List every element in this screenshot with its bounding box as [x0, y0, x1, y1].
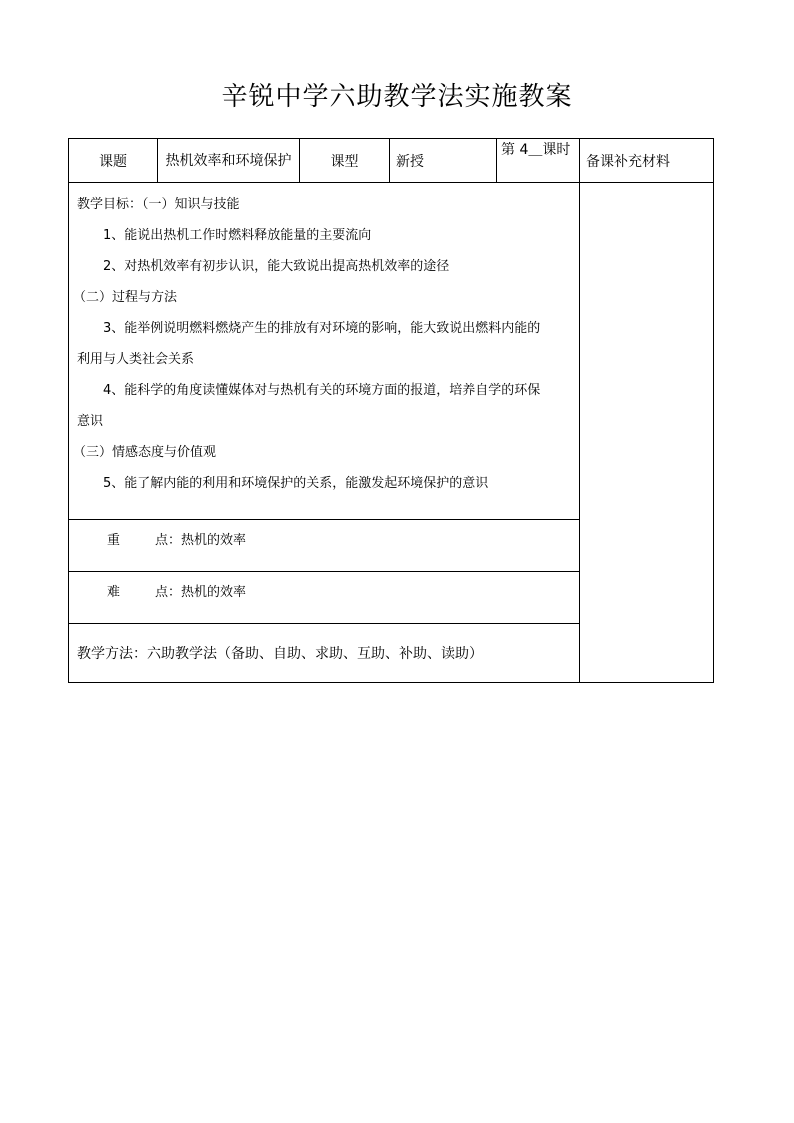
class-period-label: 第 4＿课时	[501, 142, 571, 158]
lesson-plan-table	[68, 138, 714, 683]
difficult-point-value: 热机的效率	[181, 585, 247, 600]
difficult-point-label-a: 难	[107, 585, 121, 600]
objective-item-3-line-2: 利用与人类社会关系	[77, 352, 195, 367]
type-value: 新授	[396, 153, 424, 170]
key-point-value: 热机的效率	[181, 533, 247, 548]
key-point-label-a: 重	[107, 533, 121, 548]
key-point-label-b: 点：	[155, 533, 182, 548]
materials-label: 备课补充材料	[586, 153, 670, 170]
header-row	[69, 139, 714, 183]
key-point-cell	[69, 520, 580, 572]
objective-item-4-line-1: 4、能科学的角度读懂媒体对与热机有关的环境方面的报道，培养自学的环保	[103, 383, 541, 398]
type-label: 课型	[330, 153, 359, 170]
difficult-point-cell	[69, 572, 580, 624]
class-period-cell	[497, 139, 580, 183]
type-value-cell	[390, 139, 497, 183]
objective-item-5: 5、能了解内能的利用和环境保护的关系，能激发起环境保护的意识	[103, 476, 489, 491]
topic-value: 热机效率和环境保护	[165, 152, 292, 169]
difficult-point-label-b: 点：	[155, 585, 182, 600]
objectives-row	[69, 183, 714, 520]
objectives-section-2: （二）过程与方法	[73, 290, 178, 305]
topic-label: 课题	[99, 153, 127, 170]
supplementary-materials-cell	[580, 183, 714, 683]
teaching-method: 教学方法：六助教学法（备助、自助、求助、互助、补助、读助）	[77, 646, 483, 662]
objective-item-1: 1、能说出热机工作时燃料释放能量的主要流向	[103, 228, 372, 243]
objectives-heading: 教学目标：（一）知识与技能	[77, 197, 240, 212]
topic-value-cell	[158, 139, 300, 183]
page-title: 辛锐中学六助教学法实施教案	[221, 82, 573, 112]
objective-item-3-line-1: 3、能举例说明燃料燃烧产生的排放有对环境的影响，能大致说出燃料内能的	[103, 321, 541, 336]
method-cell	[69, 624, 580, 683]
objective-item-2: 2、对热机效率有初步认识，能大致说出提高热机效率的途径	[103, 259, 450, 274]
objective-item-4-line-2: 意识	[77, 414, 104, 429]
topic-label-cell	[69, 139, 158, 183]
materials-header-cell	[580, 139, 714, 183]
objectives-section-3: （三）情感态度与价值观	[73, 445, 217, 460]
objectives-cell	[69, 183, 580, 520]
type-label-cell	[300, 139, 390, 183]
